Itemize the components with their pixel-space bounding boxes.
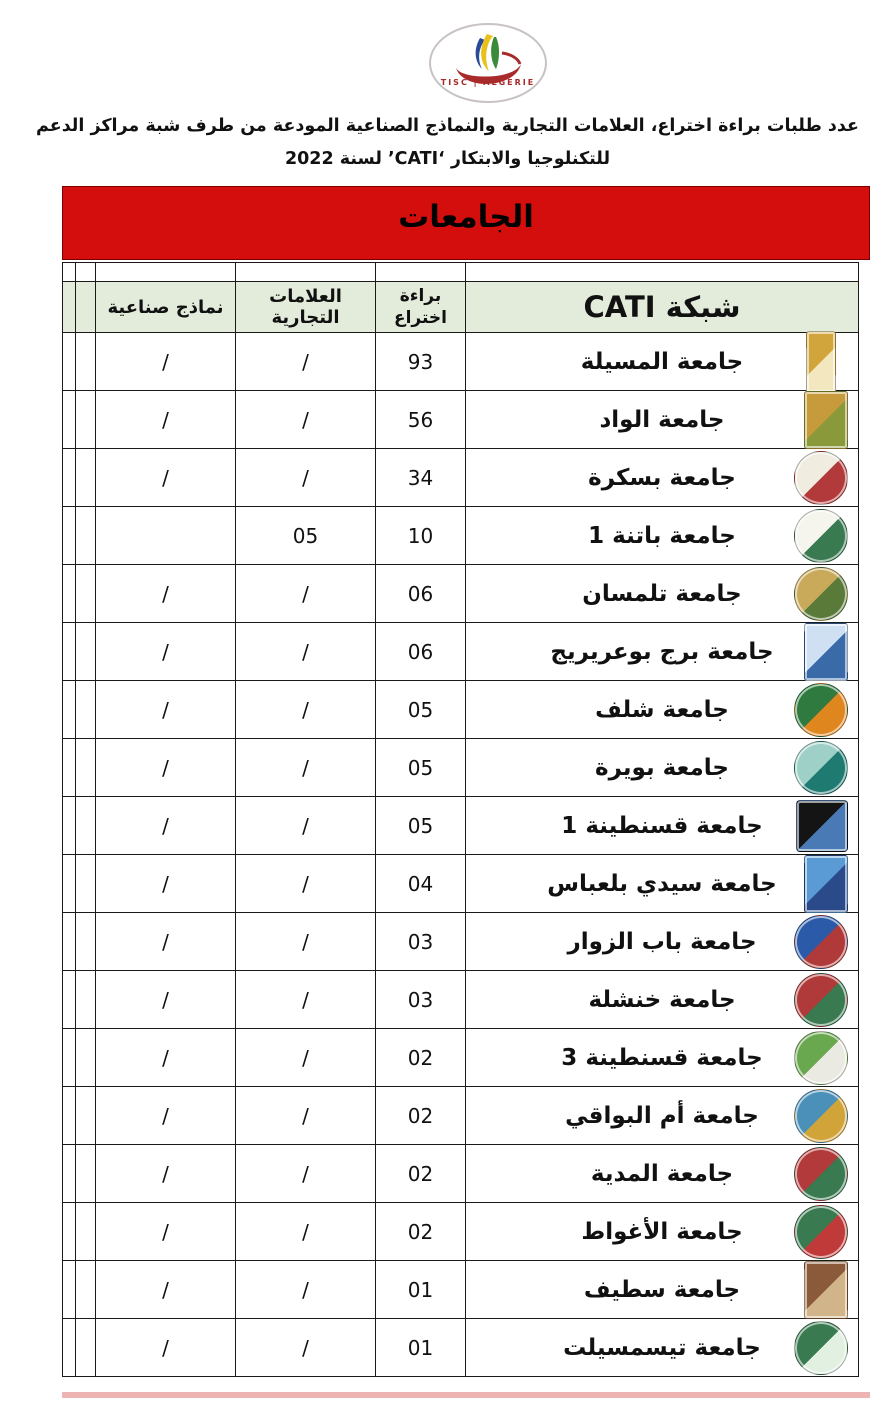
table-row [63,855,859,913]
table-row [63,797,859,855]
patents-value: 02 [376,1029,466,1087]
patents-value: 05 [376,797,466,855]
industrial-designs-value: / [96,1261,236,1319]
university-name: جامعة تيسمسيلت [563,1334,761,1361]
university-name: جامعة أم البواقي [565,1102,759,1129]
setif-university-logo [804,1261,848,1319]
trademarks-value: / [236,1261,376,1319]
eloued-university-logo [804,391,848,449]
university-name: جامعة قسنطينة 1 [561,812,763,839]
header-industrial-designs: نماذج صناعية [96,282,236,333]
industrial-designs-value: / [96,971,236,1029]
header-cati-network: شبكة CATI [466,282,859,333]
university-name: جامعة باتنة 1 [588,522,736,549]
industrial-designs-value: / [96,1029,236,1087]
tisc-logo-caption: TISC | ALGERIE [440,78,536,87]
patents-value: 02 [376,1203,466,1261]
patents-value: 03 [376,971,466,1029]
trademarks-value: / [236,333,376,391]
header-empty-2 [76,282,96,333]
header-empty-1 [63,282,76,333]
next-section-banner-edge [62,1392,870,1398]
tisc-flame-icon [428,22,548,104]
industrial-designs-value: / [96,913,236,971]
university-name: جامعة خنشلة [588,986,736,1013]
header-trademarks: العلامات التجارية [236,282,376,333]
medea-university-logo [794,1147,848,1201]
msila-university-logo [806,331,836,393]
table-row [63,1145,859,1203]
trademarks-value: 05 [236,507,376,565]
table-row [63,739,859,797]
trademarks-value: / [236,1029,376,1087]
trademarks-value: / [236,797,376,855]
tlemcen-university-logo [794,567,848,621]
table-row [63,971,859,1029]
batna1-university-logo [794,509,848,563]
patents-value: 06 [376,565,466,623]
table-row [63,1319,859,1377]
table-row [63,1261,859,1319]
table-row [63,449,859,507]
patents-value: 56 [376,391,466,449]
university-name: جامعة بسكرة [588,464,736,491]
tissemsilt-university-logo [794,1321,848,1375]
patents-value: 10 [376,507,466,565]
table-row [63,391,859,449]
patents-value: 02 [376,1087,466,1145]
university-name: جامعة الواد [599,406,725,433]
university-name: جامعة المدية [590,1160,734,1187]
table-row [63,913,859,971]
patents-value: 04 [376,855,466,913]
industrial-designs-value: / [96,565,236,623]
patents-value: 01 [376,1319,466,1377]
trademarks-value: / [236,1319,376,1377]
table-row [63,681,859,739]
table-row [63,565,859,623]
biskra-university-logo [794,451,848,505]
trademarks-value: / [236,623,376,681]
university-name: جامعة سطيف [583,1276,741,1303]
bba-university-logo [804,623,848,681]
trademarks-value: / [236,1203,376,1261]
khenchela-university-logo [794,973,848,1027]
patents-value: 93 [376,333,466,391]
patents-value: 05 [376,739,466,797]
industrial-designs-value: / [96,333,236,391]
industrial-designs-value: / [96,449,236,507]
table-row [63,1029,859,1087]
universities-table [62,262,859,1377]
industrial-designs-value: / [96,1087,236,1145]
university-name: جامعة باب الزوار [567,928,757,955]
industrial-designs-value [96,507,236,565]
industrial-designs-value: / [96,391,236,449]
patents-value: 05 [376,681,466,739]
industrial-designs-value: / [96,1319,236,1377]
university-name: جامعة بويرة [595,754,729,781]
table-row [63,507,859,565]
university-name: جامعة قسنطينة 3 [561,1044,763,1071]
laghouat-university-logo [794,1205,848,1259]
sba-university-logo [804,855,848,913]
constantine1-university-logo [796,800,848,852]
trademarks-value: / [236,855,376,913]
trademarks-value: / [236,971,376,1029]
bouira-university-logo [794,741,848,795]
trademarks-value: / [236,1087,376,1145]
university-name: جامعة الأغواط [581,1218,743,1245]
patents-value: 06 [376,623,466,681]
constantine3-university-logo [794,1031,848,1085]
industrial-designs-value: / [96,739,236,797]
trademarks-value: / [236,449,376,507]
document-title-line1: عدد طلبات براءة اختراع، العلامات التجارية والنماذج الصناعية المودعة من طرف شبة مراكز الدعم [36,116,859,136]
table-header-row [63,282,859,333]
industrial-designs-value: / [96,855,236,913]
industrial-designs-value: / [96,1203,236,1261]
patents-value: 01 [376,1261,466,1319]
trademarks-value: / [236,565,376,623]
usthb-university-logo [794,915,848,969]
section-banner-universities [62,186,870,260]
section-banner-label: الجامعات [398,199,534,235]
spacer-row [63,263,859,282]
trademarks-value: / [236,739,376,797]
trademarks-value: / [236,391,376,449]
table-row [63,333,859,391]
industrial-designs-value: / [96,1145,236,1203]
tisc-algerie-logo [428,22,548,104]
table-row [63,1203,859,1261]
industrial-designs-value: / [96,623,236,681]
document-title-line2: للتكنلوجيا والابتكار ‘CATI’ لسنة 2022 [284,149,611,170]
header-patents: براءة اختراع [376,282,466,333]
university-name: جامعة شلف [595,696,729,723]
patents-value: 02 [376,1145,466,1203]
trademarks-value: / [236,1145,376,1203]
patents-value: 34 [376,449,466,507]
document-title [16,110,879,177]
chlef-university-logo [794,683,848,737]
university-name: جامعة تلمسان [582,580,742,607]
table-row [63,623,859,681]
table-row [63,1087,859,1145]
university-name: جامعة برج بوعريريج [550,638,774,665]
industrial-designs-value: / [96,681,236,739]
trademarks-value: / [236,681,376,739]
trademarks-value: / [236,913,376,971]
patents-value: 03 [376,913,466,971]
university-name: جامعة سيدي بلعباس [547,870,777,897]
university-name: جامعة المسيلة [580,348,744,375]
industrial-designs-value: / [96,797,236,855]
oeb-university-logo [794,1089,848,1143]
